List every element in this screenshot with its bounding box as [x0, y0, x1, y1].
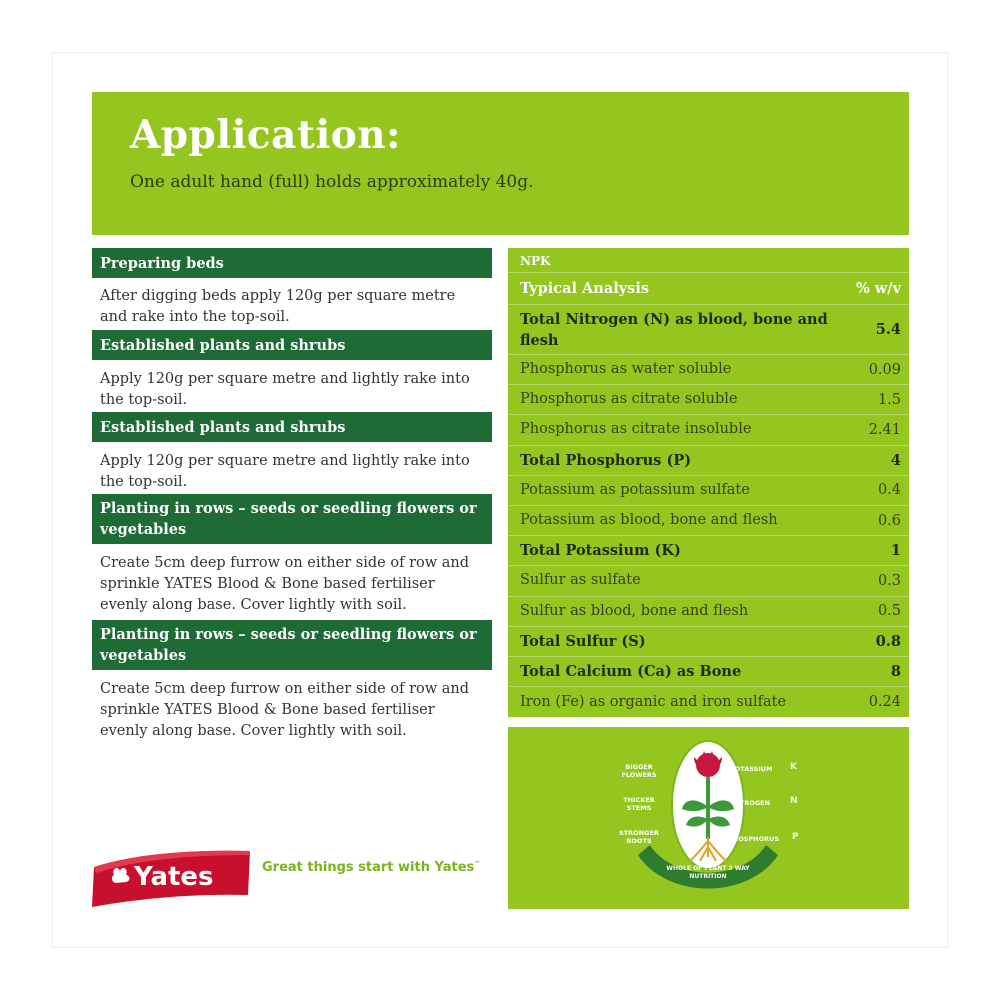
npk-row [508, 446, 909, 476]
npk-row-label: Total Phosphorus (P) [520, 451, 692, 469]
npk-row [508, 415, 909, 445]
npk-row [508, 687, 909, 717]
npk-col-label: Typical Analysis [520, 280, 650, 297]
npk-row [508, 536, 909, 566]
graphic-label-thicker-stems: THICKER STEMS [623, 796, 655, 812]
npk-row-label: Total Sulfur (S) [520, 632, 646, 650]
logo-text: Yates [134, 862, 214, 892]
npk-row-label: Sulfur as blood, bone and flesh [520, 602, 749, 619]
plant-flower-icon [508, 727, 909, 909]
nutrition-graphic [508, 727, 909, 909]
graphic-letter-n: N [790, 796, 798, 806]
npk-row-label: Total Calcium (Ca) as Bone [520, 662, 742, 680]
section-title-preparing-beds: Preparing beds [92, 248, 492, 278]
graphic-label-bigger-flowers: BIGGER FLOWERS [621, 763, 657, 779]
graphic-letter-k: K [790, 762, 797, 772]
section-body-established-2: Apply 120g per square metre and lightly rake into the top-soil. [100, 453, 470, 490]
graphic-label-potassium: POTASSIUM [730, 765, 773, 773]
npk-row-value: 2.41 [868, 421, 901, 438]
npk-row [508, 597, 909, 627]
npk-row [508, 305, 909, 355]
npk-row-label: Phosphorus as citrate soluble [520, 391, 738, 408]
npk-row-label: Total Nitrogen (N) as blood, bone and flesh [520, 310, 828, 349]
npk-row [508, 506, 909, 536]
npk-row [508, 657, 909, 687]
npk-row-label: Phosphorus as citrate insoluble [520, 421, 752, 438]
npk-row-value: 8 [890, 662, 901, 680]
application-header [92, 92, 909, 235]
section-title-planting-rows-1: Planting in rows – seeds or seedling flowers or vegetables [92, 494, 492, 544]
graphic-label-nitrogen: NITROGEN [732, 799, 771, 807]
npk-row-value: 4 [890, 451, 901, 469]
npk-row-value: 1 [890, 542, 901, 560]
npk-row-value: 0.6 [877, 512, 901, 529]
graphic-label-stronger-roots: STRONGER ROOTS [619, 829, 659, 845]
graphic-arc-text: WHOLE OF PLANT 3 WAY NUTRITION [666, 865, 750, 880]
section-body-planting-rows-2: Create 5cm deep furrow on either side of row and sprinkle YATES Blood & Bone based fertiliser evenly along base. Cover lightly with soil. [100, 681, 470, 739]
npk-row-value: 0.5 [877, 603, 901, 620]
npk-row [508, 627, 909, 657]
section-body-preparing-beds: After digging beds apply 120g per square metre and rake into the top-soil. [100, 288, 456, 325]
npk-row-label: Sulfur as sulfate [520, 572, 641, 589]
npk-row [508, 355, 909, 385]
npk-row-value: 0.8 [875, 632, 901, 650]
npk-row-value: 0.09 [868, 361, 901, 378]
tagline-tm: ™ [474, 860, 481, 868]
npk-row-value: 1.5 [877, 391, 901, 408]
npk-table [508, 248, 909, 717]
npk-row-value: 0.24 [868, 694, 901, 711]
npk-row-value: 5.4 [875, 321, 901, 338]
brand-tagline [262, 860, 480, 875]
npk-col-value: % w/v [855, 280, 901, 297]
tagline-text: Great things start with Yates [262, 860, 475, 875]
npk-row [508, 476, 909, 506]
instructions-column [92, 248, 492, 746]
npk-row-label: Total Potassium (K) [520, 542, 681, 560]
npk-row-value: 0.3 [877, 572, 901, 589]
section-body-planting-rows-1: Create 5cm deep furrow on either side of row and sprinkle YATES Blood & Bone based fertiliser evenly along base. Cover lightly with soil. [100, 555, 470, 613]
page-title: Application: [130, 112, 402, 158]
npk-row-label: Iron (Fe) as organic and iron sulfate [520, 693, 787, 710]
section-body-established-1: Apply 120g per square metre and lightly rake into the top-soil. [100, 371, 470, 408]
npk-row-label: Potassium as blood, bone and flesh [520, 512, 778, 529]
npk-row-label: Potassium as potassium sulfate [520, 481, 750, 498]
npk-row-value: 0.4 [877, 482, 901, 499]
section-title-planting-rows-2: Planting in rows – seeds or seedling flowers or vegetables [92, 620, 492, 670]
npk-header-row [508, 273, 909, 305]
section-title-established-2: Established plants and shrubs [92, 412, 492, 442]
npk-row-label: Phosphorus as water soluble [520, 361, 732, 378]
npk-row [508, 566, 909, 596]
graphic-letter-p: P [792, 832, 799, 842]
npk-row [508, 385, 909, 415]
application-subtitle: One adult hand (full) holds approximately 40g. [130, 172, 534, 192]
npk-heading: NPK [508, 248, 909, 273]
yates-logo [90, 845, 260, 910]
graphic-label-phosphorus: PHOSPHORUS [728, 835, 780, 843]
section-title-established-1: Established plants and shrubs [92, 330, 492, 360]
